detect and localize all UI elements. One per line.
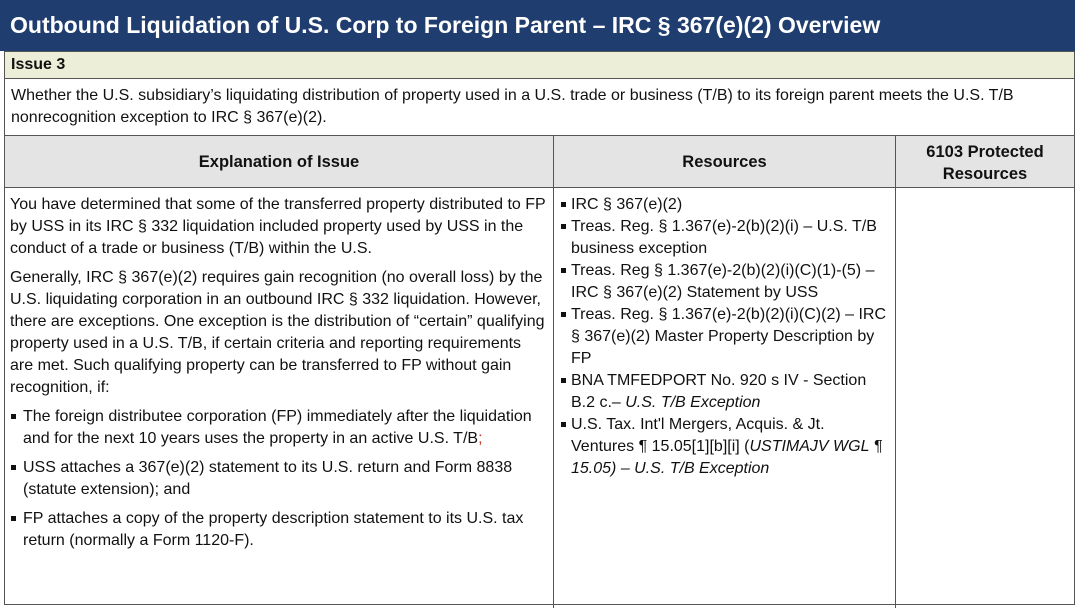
resources-header: Resources — [554, 136, 896, 188]
list-item: The foreign distributee corporation (FP) immediately after the liquidation and for the next 10 years uses the property in an active U.S. T/B; — [10, 406, 548, 450]
resource-item: BNA TMFEDPORT No. 920 s IV - Section B.2 c.– U.S. T/B Exception — [560, 370, 890, 414]
issue-label: Issue 3 — [4, 51, 1075, 79]
issue-table — [4, 135, 1075, 605]
resource-item: Treas. Reg. § 1.367(e)-2(b)(2)(i)(C)(2) – IRC § 367(e)(2) Master Property Description by FP — [560, 304, 890, 370]
explanation-paragraph: You have determined that some of the transferred property distributed to FP by USS in its IRC § 332 liquidation included property used by USS in the conduct of a trade or business (T/B) within the U.S. — [10, 196, 546, 257]
resource-item: Treas. Reg. § 1.367(e)-2(b)(2)(i) – U.S. T/B business exception — [560, 216, 890, 260]
list-item: FP attaches a copy of the property description statement to its U.S. tax return (normally a Form 1120-F). — [10, 508, 548, 552]
protected-resources-header: 6103 Protected Resources — [896, 136, 1074, 188]
resource-item: U.S. Tax. Int'l Mergers, Acquis. & Jt. Ventures ¶ 15.05[1][b][i] (USTIMAJV WGL ¶ 15.05) – U.S. T/B Exception — [560, 414, 890, 480]
explanation-cell — [5, 188, 554, 559]
page-title: Outbound Liquidation of U.S. Corp to Foreign Parent – IRC § 367(e)(2) Overview — [0, 0, 1075, 51]
resources-cell — [554, 188, 896, 480]
explanation-header: Explanation of Issue — [5, 136, 554, 188]
list-item: USS attaches a 367(e)(2) statement to its U.S. return and Form 8838 (statute extension); and — [10, 457, 548, 501]
resource-item: IRC § 367(e)(2) — [560, 194, 890, 216]
resource-item: Treas. Reg § 1.367(e)-2(b)(2)(i)(C)(1)-(5) –IRC § 367(e)(2) Statement by USS — [560, 260, 890, 304]
explanation-paragraph: Generally, IRC § 367(e)(2) requires gain recognition (no overall loss) by the U.S. liquidating corporation in an outbound IRC § 332 liquidation. However, there are exceptions. One exception is the distribution of “certain” qualifying property used in a U.S. T/B, if certain criteria and reporting requirements are met. Such qualifying property can be transferred to FP without gain recognition, if: — [10, 269, 545, 396]
issue-description: Whether the U.S. subsidiary’s liquidating distribution of property used in a U.S. trade or business (T/B) to its foreign parent meets the U.S. T/B nonrecognition exception to IRC § 367(e)(2). — [4, 79, 1075, 135]
